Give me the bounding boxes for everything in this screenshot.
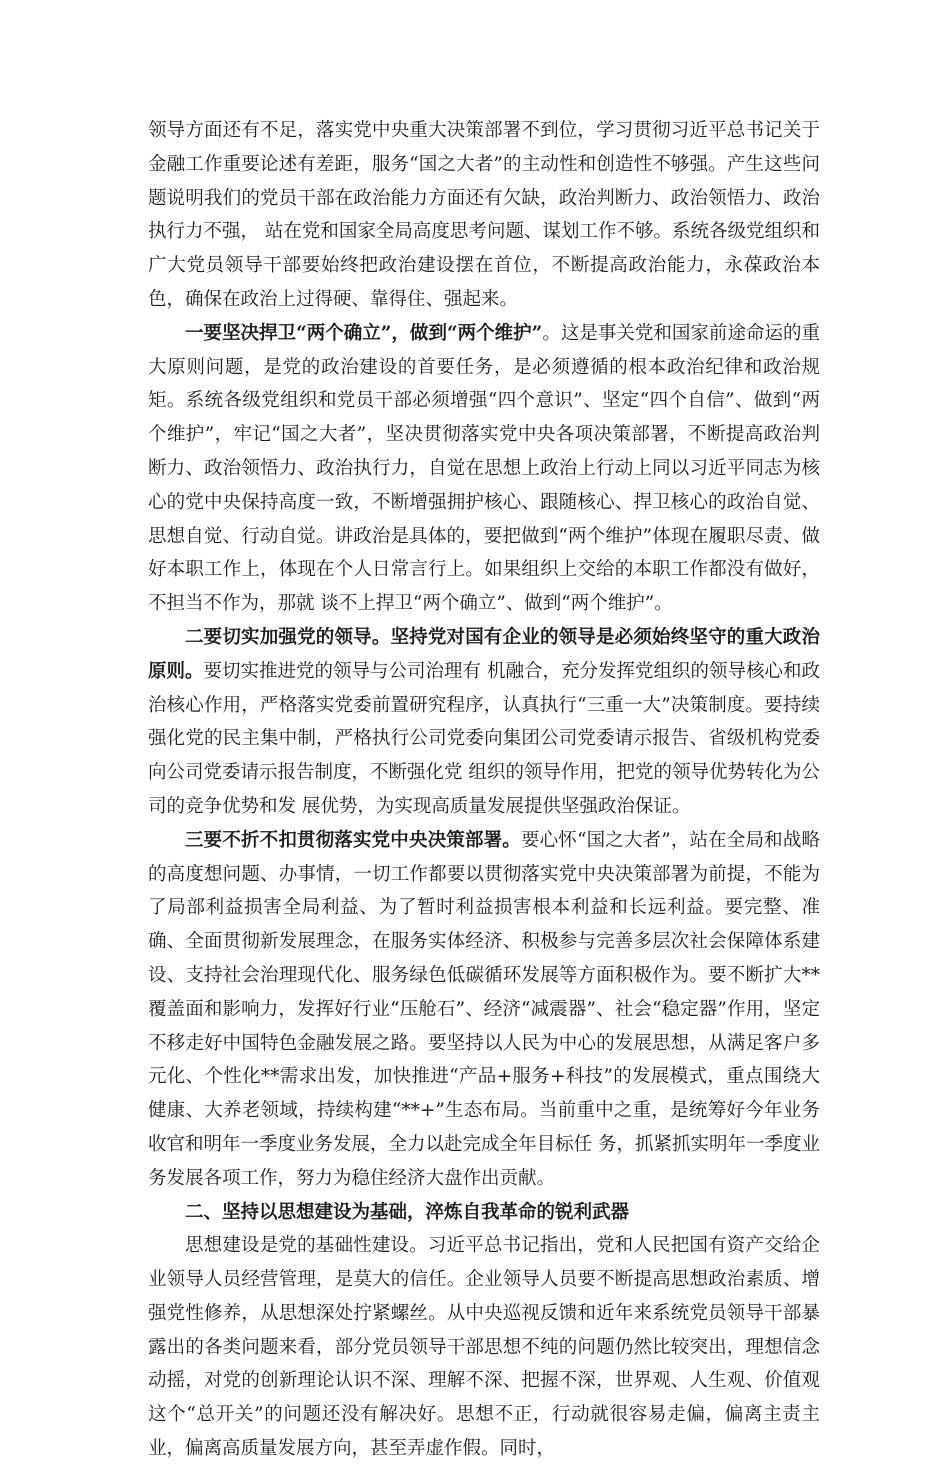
paragraph-lead: 一要坚决捍卫“两个确立”，做到“两个维护” <box>185 322 543 344</box>
paragraph-point-2 <box>148 621 820 824</box>
paragraph-text: 思想建设是党的基础性建设。习近平总书记指出，党和人民把国有资产交给企业领导人员经营管理，是莫大的信任。企业领导人员要不断提高思想政治素质、增强党性修养，从思想深处拧紧螺丝。从中央巡视反馈和近年来系统党员领导干部暴露出的各类问题来看，部分党员领导干部思想不纯的问题仍然比较突出，理想信念动摇，对党的创新理论认识不深、理解不深、把握不深，世界观、人生观、价值观这个“总开关”的问题还没有解决好。思想不正，行动就很容易走偏，偏离主责主业，偏离高质量发展方向，甚至弄虚作假。同时， <box>148 1235 820 1460</box>
paragraph-text: 要心怀“国之大者”，站在全局和战略的高度想问题、办事情，一切工作都要以贯彻落实党中央决策部署为前提，不能为了局部利益损害全局利益、为了暂时利益损害根本利益和长远利益。要完整、准确、全面贯彻新发展理念，在服务实体经济、积极参与完善多层次社会保障体系建设、支持社会治理现代化、服务绿色低碳循环发展等方面积极作为。要不断扩大**覆盖面和影响力，发挥好行业“压舱石”、经济“减震器”、社会“稳定器”作用，坚定不移走好中国特色金融发展之路。要坚持以人民为中心的发展思想，从满足客户多元化、个性化**需求出发，加快推进“产品+服务+科技”的发展模式，重点围绕大健康、大养老领域，持续构建“**+”生态布局。当前重中之重，是统筹好今年业务收官和明年一季度业务发展，全力以赴完成全年目标任 务，抓紧抓实明年一季度业务发展各项工作，努力为稳住经济大盘作出贡献。 <box>148 829 820 1189</box>
paragraph-text: 领导方面还有不足，落实党中央重大决策部署不到位，学习贯彻习近平总书记关于金融工作重要论述有差距，服务“国之大者”的主动性和创造性不够强。产生这些问题说明我们的党员干部在政治能力方面还有欠缺，政治判断力、政治领悟力、政治执行力不强， 站在党和国家全局高度思考问题、谋划工作不够。系统各级党组织和广大党员领导干部要始终把政治建设摆在首位，不断提高政治能力，永葆政治本色，确保在政治上过得硬、靠得住、强起来。 <box>148 120 820 310</box>
paragraph-point-1 <box>148 317 820 621</box>
paragraph-text: 要切实推进党的领导与公司治理有 机融合，充分发挥党组织的领导核心和政治核心作用，严格落实党委前置研究程序，认真执行“三重一大”决策制度。要持续强化党的民主集中制，严格执行公司党委向集团公司党委请示报告、省级机构党委向公司党委请示报告制度，不断强化党 组织的领导作用，把党的领导优势转化为公司的竞争优势和发 展优势，为实现高质量发展提供坚强政治保证。 <box>148 660 820 817</box>
document-page <box>148 114 820 1466</box>
section-heading <box>148 1196 820 1230</box>
paragraph-section-body <box>148 1229 820 1466</box>
paragraph-intro <box>148 114 820 317</box>
paragraph-lead: 二要切实加强党的领导。坚持党对国有企业的领导是必须始终坚守的重大政治原则。 <box>148 626 820 682</box>
section-heading-text: 二、坚持以思想建设为基础，淬炼自我革命的锐利武器 <box>185 1201 630 1223</box>
paragraph-point-3 <box>148 824 820 1196</box>
paragraph-text: 。这是事关党和国家前途命运的重大原则问题，是党的政治建设的首要任务，是必须遵循的根本政治纪律和政治规矩。系统各级党组织和党员干部必须增强“四个意识”、坚定“四个自信”、做到“两个维护”，牢记“国之大者”，坚决贯彻落实党中央各项决策部署，不断提高政治判断力、政治领悟力、政治执行力，自觉在思想上政治上行动上同以习近平同志为核心的党中央保持高度一致，不断增强拥护核心、跟随核心、捍卫核心的政治自觉、思想自觉、行动自觉。讲政治是具体的，要把做到“两个维护”体现在履职尽责、做好本职工作上，体现在个人日常言行上。如果组织上交给的本职工作都没有做好，不担当不作为，那就 谈不上捍卫“两个确立”、做到“两个维护”。 <box>148 322 820 615</box>
paragraph-lead: 三要不折不扣贯彻落实党中央决策部署。 <box>185 829 521 851</box>
